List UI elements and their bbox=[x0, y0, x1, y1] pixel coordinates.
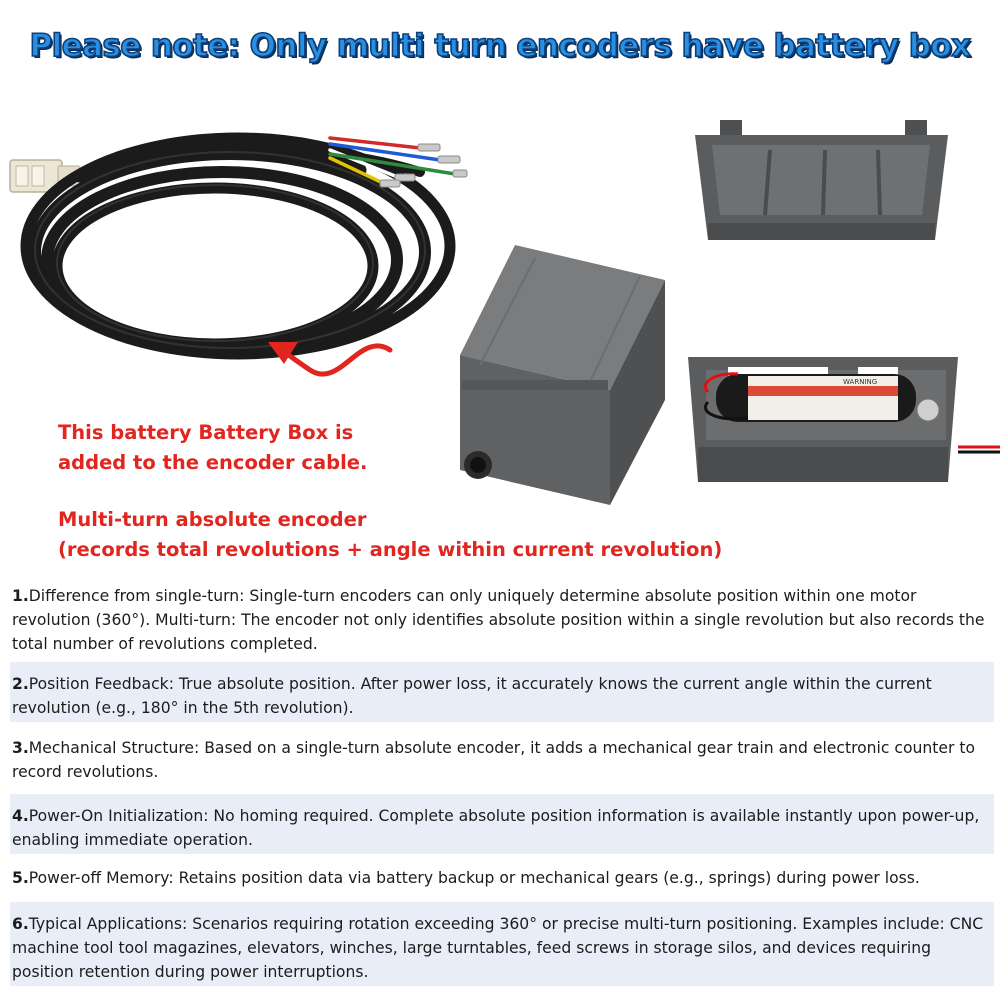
note-number: 3. bbox=[12, 739, 29, 757]
note-item bbox=[10, 662, 994, 722]
note-text: Position Feedback: True absolute position. After power loss, it accurately knows the current angle within the current revolution (e.g., 180° in the 5th revolution). bbox=[12, 675, 932, 717]
note-number: 6. bbox=[12, 915, 29, 933]
note-text: Typical Applications: Scenarios requiring rotation exceeding 360° or precise multi-turn positioning. Examples include: CNC machine tool tool magazines, elevators, winches, large turntables, feed screws in storage silos, and devices requiring position retention during power interruptions. bbox=[12, 915, 984, 981]
battery-box-open-image bbox=[678, 352, 1000, 492]
note-item bbox=[10, 794, 994, 854]
note-text: Difference from single-turn: Single-turn encoders can only uniquely determine absolute position within one motor revolution (360°). Multi-turn: The encoder not only identifies absolute position within a single revolution but also records the total number of revolutions completed. bbox=[12, 587, 985, 653]
encoder-type-text bbox=[58, 505, 722, 565]
note-item bbox=[10, 902, 994, 986]
callout-line-1: This battery Battery Box is bbox=[58, 421, 354, 444]
note-number: 5. bbox=[12, 869, 29, 887]
headline: Please note: Only multi turn encoders have battery box bbox=[29, 28, 971, 64]
note-text: Mechanical Structure: Based on a single-turn absolute encoder, it adds a mechanical gear train and electronic counter to record revolutions. bbox=[12, 739, 976, 781]
note-item bbox=[10, 582, 994, 656]
encoder-type-line-2: (records total revolutions + angle within current revolution) bbox=[58, 538, 723, 561]
pointer-arrow-icon bbox=[250, 320, 410, 410]
note-text: Power-off Memory: Retains position data via battery backup or mechanical gears (e.g., springs) during power loss. bbox=[28, 869, 920, 887]
callout-text bbox=[58, 418, 367, 478]
callout-line-2: added to the encoder cable. bbox=[58, 451, 368, 474]
note-item bbox=[10, 730, 994, 790]
battery-box-tray-image bbox=[690, 115, 950, 255]
note-number: 4. bbox=[12, 807, 29, 825]
battery-box-closed-image bbox=[440, 240, 670, 510]
note-text: Power-On Initialization: No homing required. Complete absolute position information is available instantly upon power-up, enabling immediate operation. bbox=[12, 807, 980, 849]
note-number: 2. bbox=[12, 675, 29, 693]
battery-warning-label: WARNING bbox=[843, 378, 878, 386]
encoder-type-line-1: Multi-turn absolute encoder bbox=[58, 508, 367, 531]
note-item bbox=[10, 858, 994, 898]
note-number: 1. bbox=[12, 587, 29, 605]
